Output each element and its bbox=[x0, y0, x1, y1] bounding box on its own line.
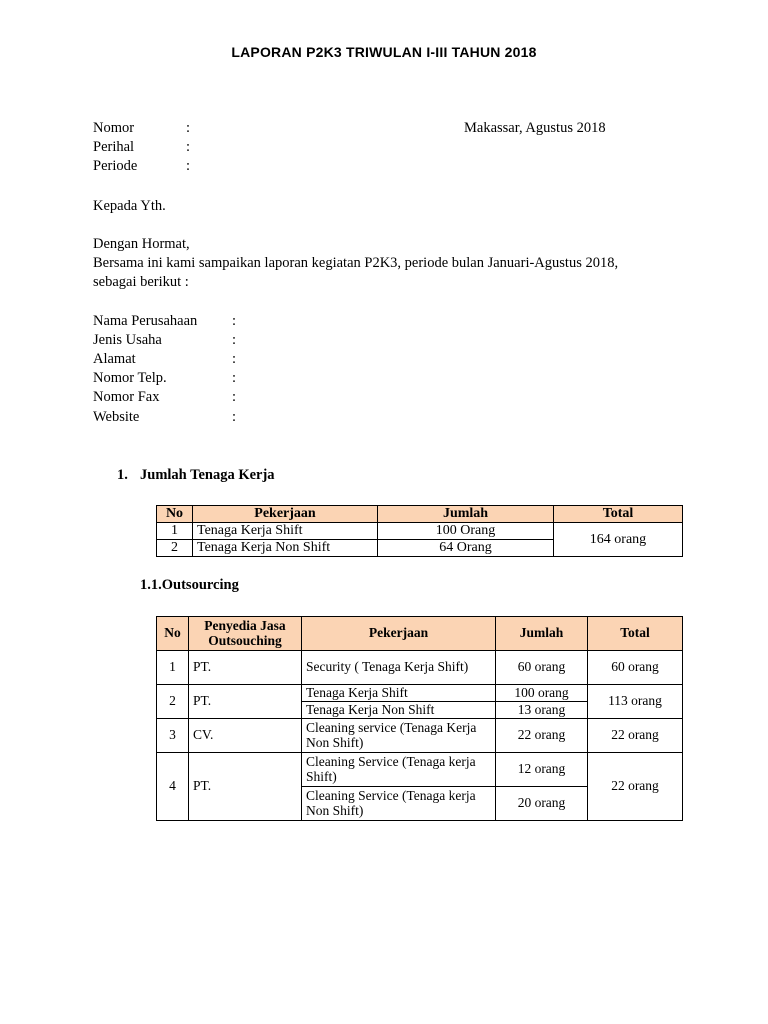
address-label: Alamat bbox=[93, 351, 136, 367]
table-row bbox=[157, 719, 683, 753]
header-no: No bbox=[157, 617, 189, 651]
cell-jumlah: 60 orang bbox=[496, 651, 588, 685]
table-row bbox=[157, 651, 683, 685]
document-title: LAPORAN P2K3 TRIWULAN I-III TAHUN 2018 bbox=[231, 44, 537, 60]
table-header-row bbox=[157, 617, 683, 651]
cell-jumlah: 100 orang bbox=[496, 685, 588, 702]
website-colon: : bbox=[232, 409, 237, 425]
workforce-table bbox=[156, 505, 683, 557]
cell-pekerjaan: Cleaning Service (Tenaga kerja Non Shift) bbox=[302, 787, 496, 821]
cell-jumlah: 13 orang bbox=[496, 702, 588, 719]
perihal-label: Perihal bbox=[93, 139, 135, 155]
cell-jumlah: 64 Orang bbox=[378, 540, 554, 557]
header-pekerjaan: Pekerjaan bbox=[302, 617, 496, 651]
cell-jumlah: 12 orang bbox=[496, 753, 588, 787]
periode-colon: : bbox=[186, 158, 191, 174]
table-row bbox=[157, 685, 683, 702]
cell-total: 22 orang bbox=[588, 753, 683, 821]
cell-total: 22 orang bbox=[588, 719, 683, 753]
cell-penyedia: PT. bbox=[189, 651, 302, 685]
cell-no: 1 bbox=[157, 523, 193, 540]
perihal-colon: : bbox=[186, 139, 191, 155]
recipient: Kepada Yth. bbox=[93, 198, 166, 214]
header-pekerjaan: Pekerjaan bbox=[193, 506, 378, 523]
phone-colon: : bbox=[232, 370, 237, 386]
nomor-label: Nomor bbox=[93, 120, 135, 136]
intro-line-2: sebagai berikut : bbox=[93, 274, 189, 290]
cell-no: 2 bbox=[157, 685, 189, 719]
cell-pekerjaan: Security ( Tenaga Kerja Shift) bbox=[302, 651, 496, 685]
section-1-title: Jumlah Tenaga Kerja bbox=[140, 467, 275, 483]
fax-colon: : bbox=[232, 389, 237, 405]
cell-total: 60 orang bbox=[588, 651, 683, 685]
header-penyedia: Penyedia Jasa Outsouching bbox=[189, 617, 302, 651]
cell-jumlah: 20 orang bbox=[496, 787, 588, 821]
cell-pekerjaan: Tenaga Kerja Shift bbox=[193, 523, 378, 540]
table-header-row bbox=[157, 506, 683, 523]
website-label: Website bbox=[93, 409, 140, 425]
cell-total: 113 orang bbox=[588, 685, 683, 719]
section-1-1-title: 1.1.Outsourcing bbox=[140, 577, 239, 593]
header-total: Total bbox=[588, 617, 683, 651]
cell-pekerjaan: Tenaga Kerja Shift bbox=[302, 685, 496, 702]
cell-penyedia: CV. bbox=[189, 719, 302, 753]
place-date: Makassar, Agustus 2018 bbox=[464, 120, 606, 136]
table-row bbox=[157, 753, 683, 787]
business-type-colon: : bbox=[232, 332, 237, 348]
company-name-colon: : bbox=[232, 313, 237, 329]
phone-label: Nomor Telp. bbox=[93, 370, 167, 386]
section-1-number: 1. bbox=[117, 467, 128, 483]
cell-no: 4 bbox=[157, 753, 189, 821]
cell-jumlah: 22 orang bbox=[496, 719, 588, 753]
cell-pekerjaan: Cleaning service (Tenaga Kerja Non Shift) bbox=[302, 719, 496, 753]
address-colon: : bbox=[232, 351, 237, 367]
greeting: Dengan Hormat, bbox=[93, 236, 190, 252]
outsourcing-table bbox=[156, 616, 683, 821]
cell-pekerjaan: Tenaga Kerja Non Shift bbox=[193, 540, 378, 557]
table-row bbox=[157, 523, 683, 540]
company-name-label: Nama Perusahaan bbox=[93, 313, 198, 329]
cell-total: 164 orang bbox=[554, 523, 683, 557]
header-jumlah: Jumlah bbox=[378, 506, 554, 523]
header-jumlah: Jumlah bbox=[496, 617, 588, 651]
cell-no: 3 bbox=[157, 719, 189, 753]
business-type-label: Jenis Usaha bbox=[93, 332, 162, 348]
nomor-colon: : bbox=[186, 120, 191, 136]
cell-pekerjaan: Tenaga Kerja Non Shift bbox=[302, 702, 496, 719]
intro-line-1: Bersama ini kami sampaikan laporan kegiatan P2K3, periode bulan Januari-Agustus 2018, bbox=[93, 255, 619, 271]
periode-label: Periode bbox=[93, 158, 138, 174]
header-total: Total bbox=[554, 506, 683, 523]
cell-penyedia: PT. bbox=[189, 685, 302, 719]
fax-label: Nomor Fax bbox=[93, 389, 160, 405]
header-no: No bbox=[157, 506, 193, 523]
cell-no: 1 bbox=[157, 651, 189, 685]
cell-no: 2 bbox=[157, 540, 193, 557]
cell-penyedia: PT. bbox=[189, 753, 302, 821]
cell-jumlah: 100 Orang bbox=[378, 523, 554, 540]
cell-pekerjaan: Cleaning Service (Tenaga kerja Shift) bbox=[302, 753, 496, 787]
